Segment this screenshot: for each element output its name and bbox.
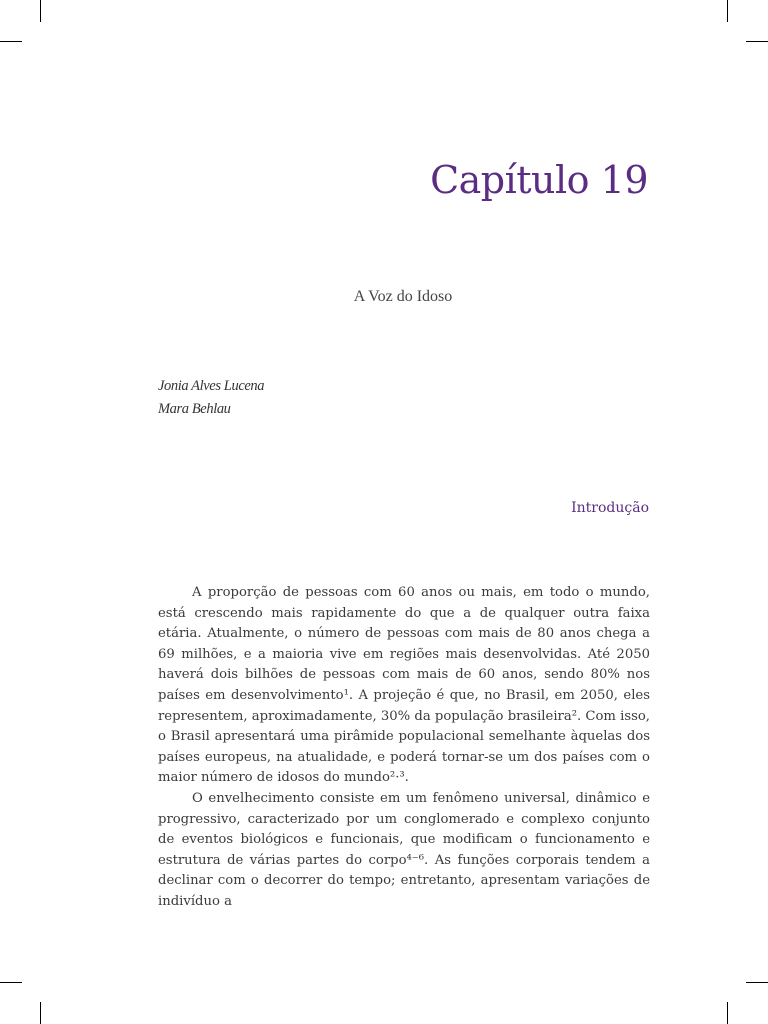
crop-mark [40,0,41,22]
crop-mark [727,0,728,22]
author-name: Jonia Alves Lucena [158,378,265,394]
crop-mark [746,982,768,983]
crop-mark [0,982,22,983]
author-list [158,375,264,421]
chapter-subtitle: A Voz do Idoso [353,288,453,305]
author-name: Mara Behlau [158,401,231,417]
body-text [158,583,650,913]
section-heading: Introdução [571,500,649,516]
chapter-title: Capítulo 19 [430,158,648,202]
crop-mark [0,41,22,42]
crop-mark [40,1002,41,1024]
paragraph: A proporção de pessoas com 60 anos ou mais, em todo o mundo, está crescendo mais rapidamente do que a de qualquer outra faixa etária. Atualmente, o número de pessoas com mais de 80 anos chega a 69 milhões, e a maioria vive em regiões mais desenvolvidas. Até 2050 haverá dois bilhões de pessoas com mais de 60 anos, sendo 80% nos países em desenvolvimento¹. A projeção é que, no Brasil, em 2050, eles representem, aproximadamente, 30% da população brasileira². Com isso, o Brasil apresentará uma pirâmide populacional semelhante àquelas dos países europeus, na atualidade, e poderá tornar-se um dos países com o maior número de idosos do mundo²·³. [158,585,650,786]
crop-mark [727,1002,728,1024]
crop-mark [746,41,768,42]
paragraph: O envelhecimento consiste em um fenômeno universal, dinâmico e progressivo, caracterizado por um conglomerado e complexo conjunto de eventos biológicos e funcionais, que modificam o funcionamento e estrutura de várias partes do corpo⁴⁻⁶. As funções corporais tendem a declinar com o decorrer do tempo; entretanto, apresentam variações de indivíduo a [158,790,650,909]
